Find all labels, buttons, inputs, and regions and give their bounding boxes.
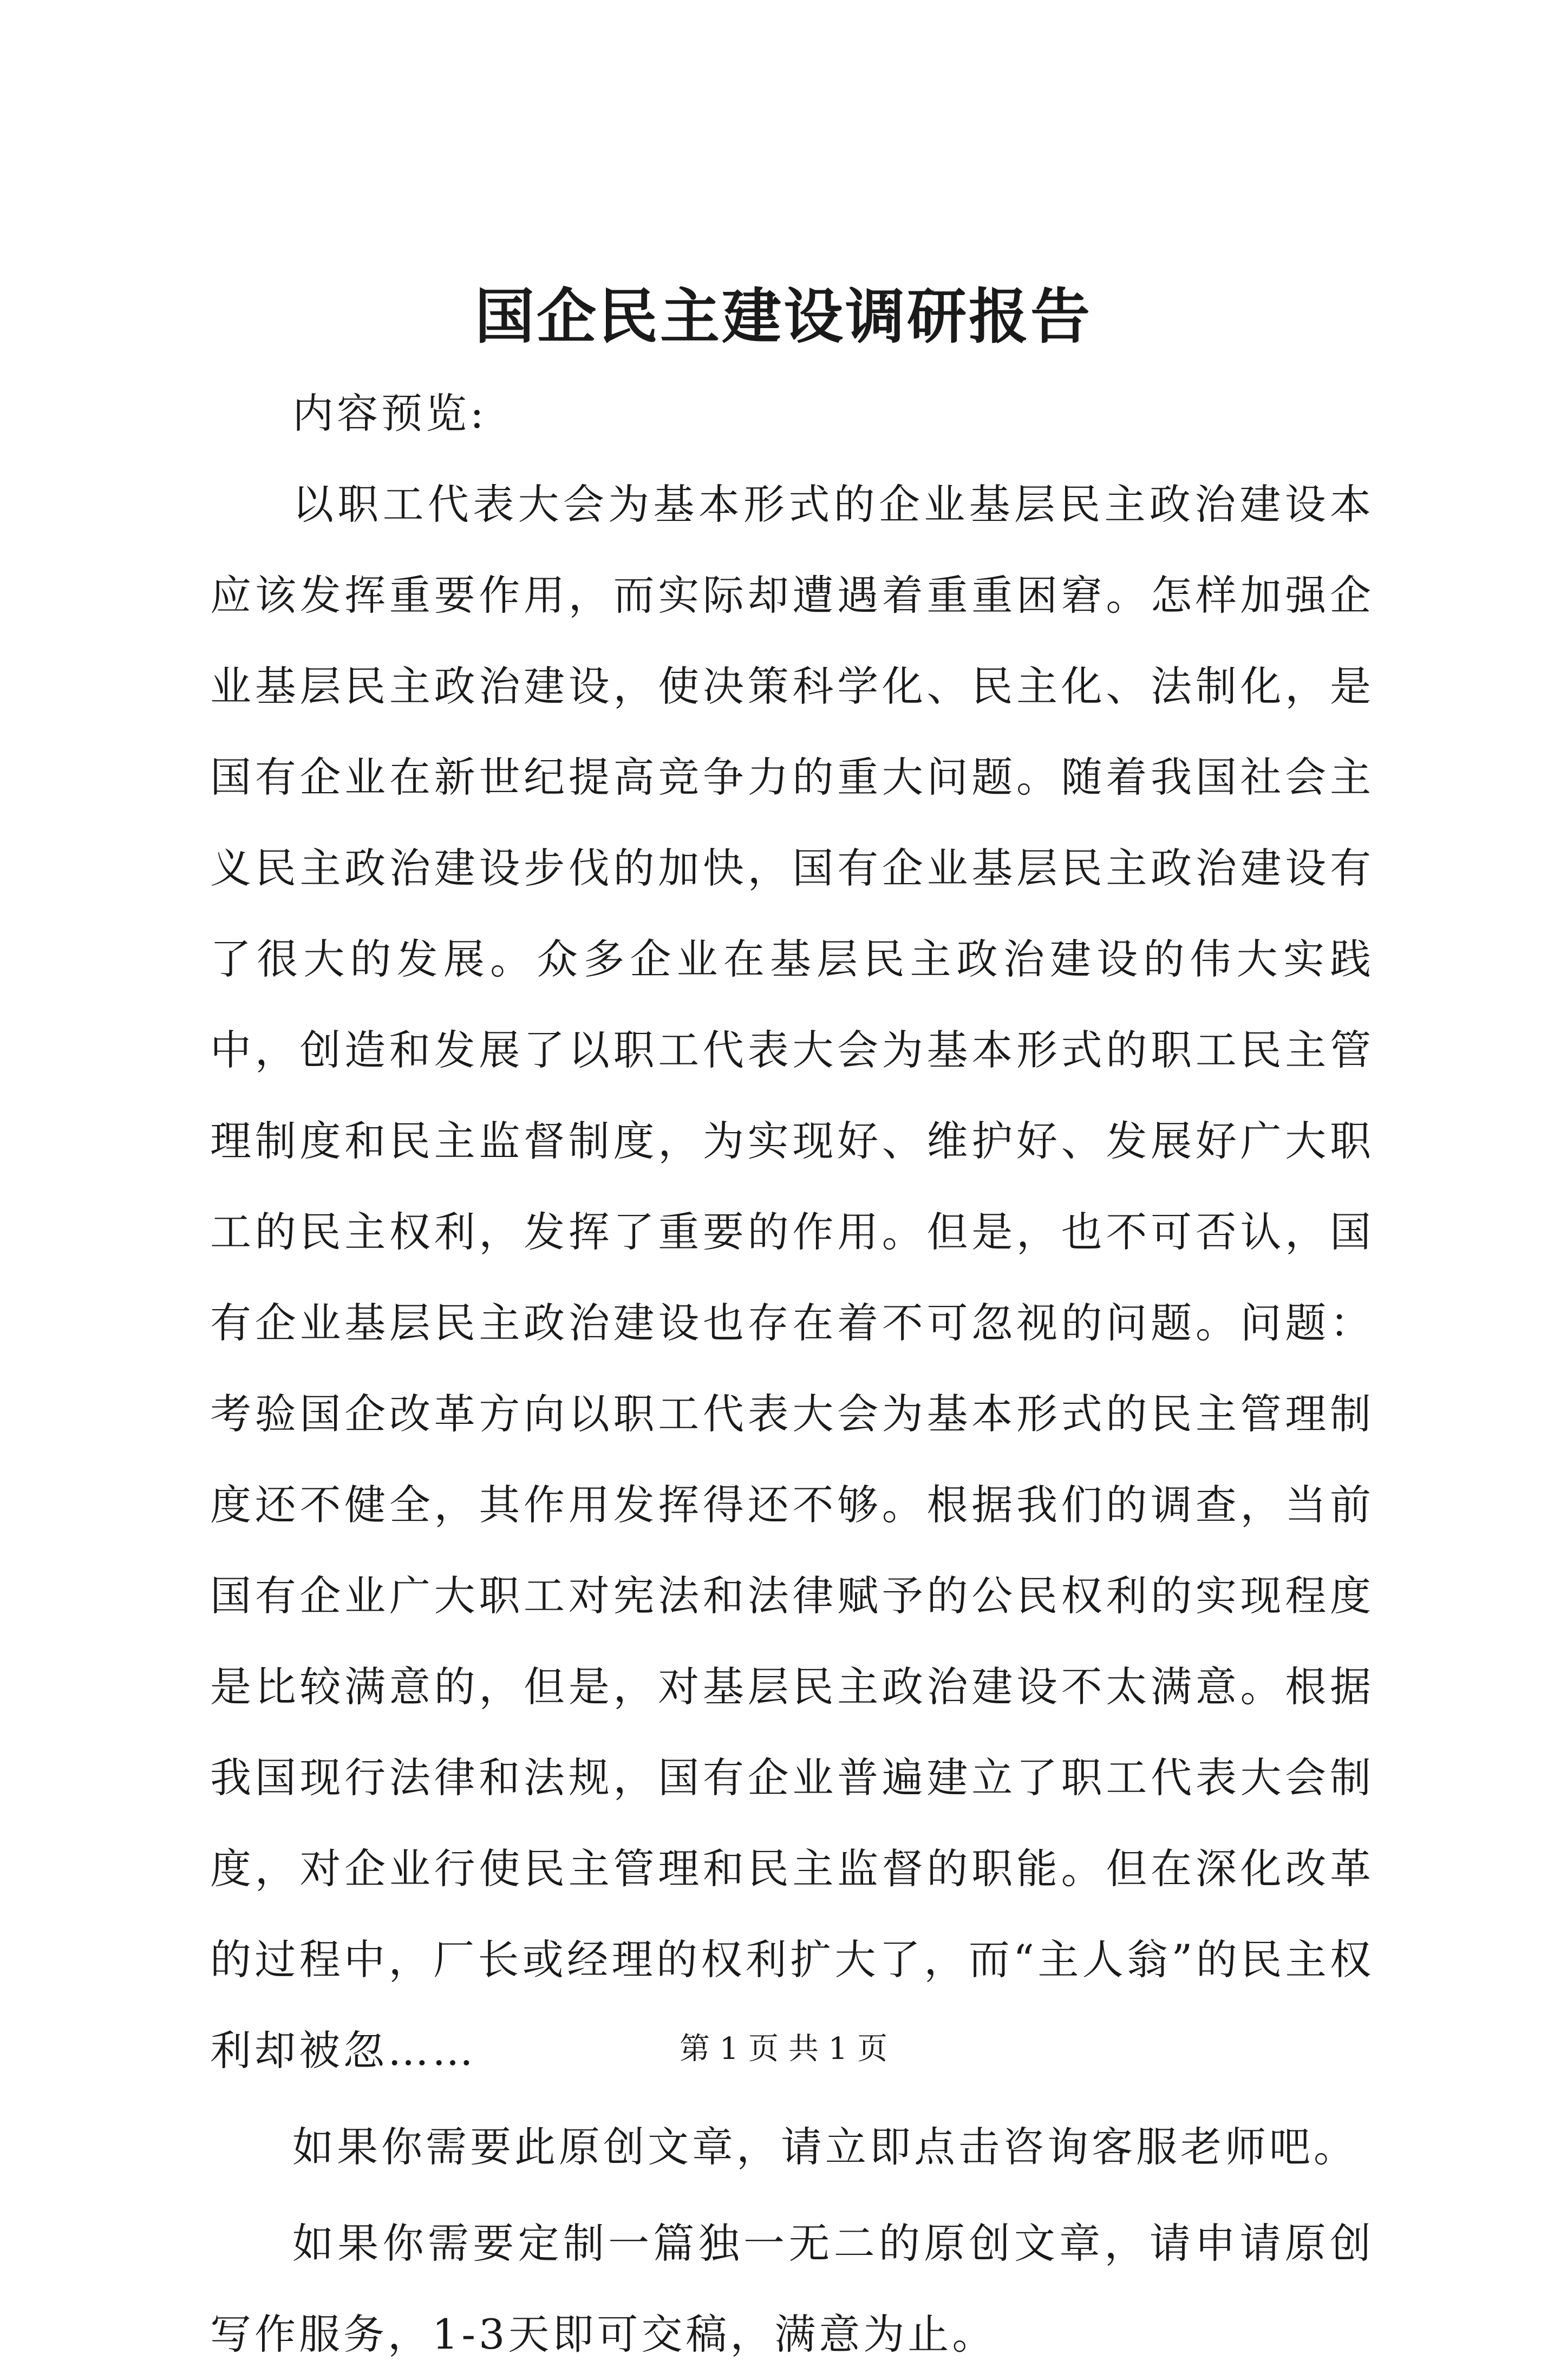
custom-service-paragraph: 如果你需要定制一篇独一无二的原创文章，请申请原创写作服务，1-3天即可交稿，满意为止。 <box>210 2219 1374 2358</box>
page-title: 国企民主建设调研报告 <box>475 282 1092 351</box>
preview-paragraph: 以职工代表大会为基本形式的企业基层民主政治建设本应该发挥重要作用，而实际却遭遇着重重困窘。怎样加强企业基层民主政治建设，使决策科学化、民主化、法制化，是国有企业在新世纪提高竞争力的重大问题。随着我国社会主义民主政治建设步伐的加快，国有企业基层民主政治建设有了很大的发展。众多企业在基层民主政治建设的伟大实践中，创造和发展了以职工代表大会为基本形式的职工民主管理制度和民主监督制度，为实现好、维护好、发展好广大职工的民主权利，发挥了重要的作用。但是，也不可否认，国有企业基层民主政治建设也存在着不可忽视的问题。问题：考验国企改革方向以职工代表大会为基本形式的民主管理制度还不健全，其作用发挥得还不够。根据我们的调查，当前国有企业广大职工对宪法和法律赋予的公民权利的实现程度是比较满意的，但是，对基层民主政治建设不太满意。根据我国现行法律和法规，国有企业普遍建立了职工代表大会制度，对企业行使民主管理和民主监督的职能。但在深化改革的过程中，厂长或经理的权利扩大了，而“主人翁”的民主权利却被忽…… <box>210 480 1374 2075</box>
contact-paragraph: 如果你需要此原创文章，请立即点击咨询客服老师吧。 <box>292 2123 1358 2171</box>
page-indicator: 第 1 页 共 1 页 <box>679 2031 888 2067</box>
document-body <box>210 368 1374 2380</box>
preview-label: 内容预览: <box>292 389 487 437</box>
